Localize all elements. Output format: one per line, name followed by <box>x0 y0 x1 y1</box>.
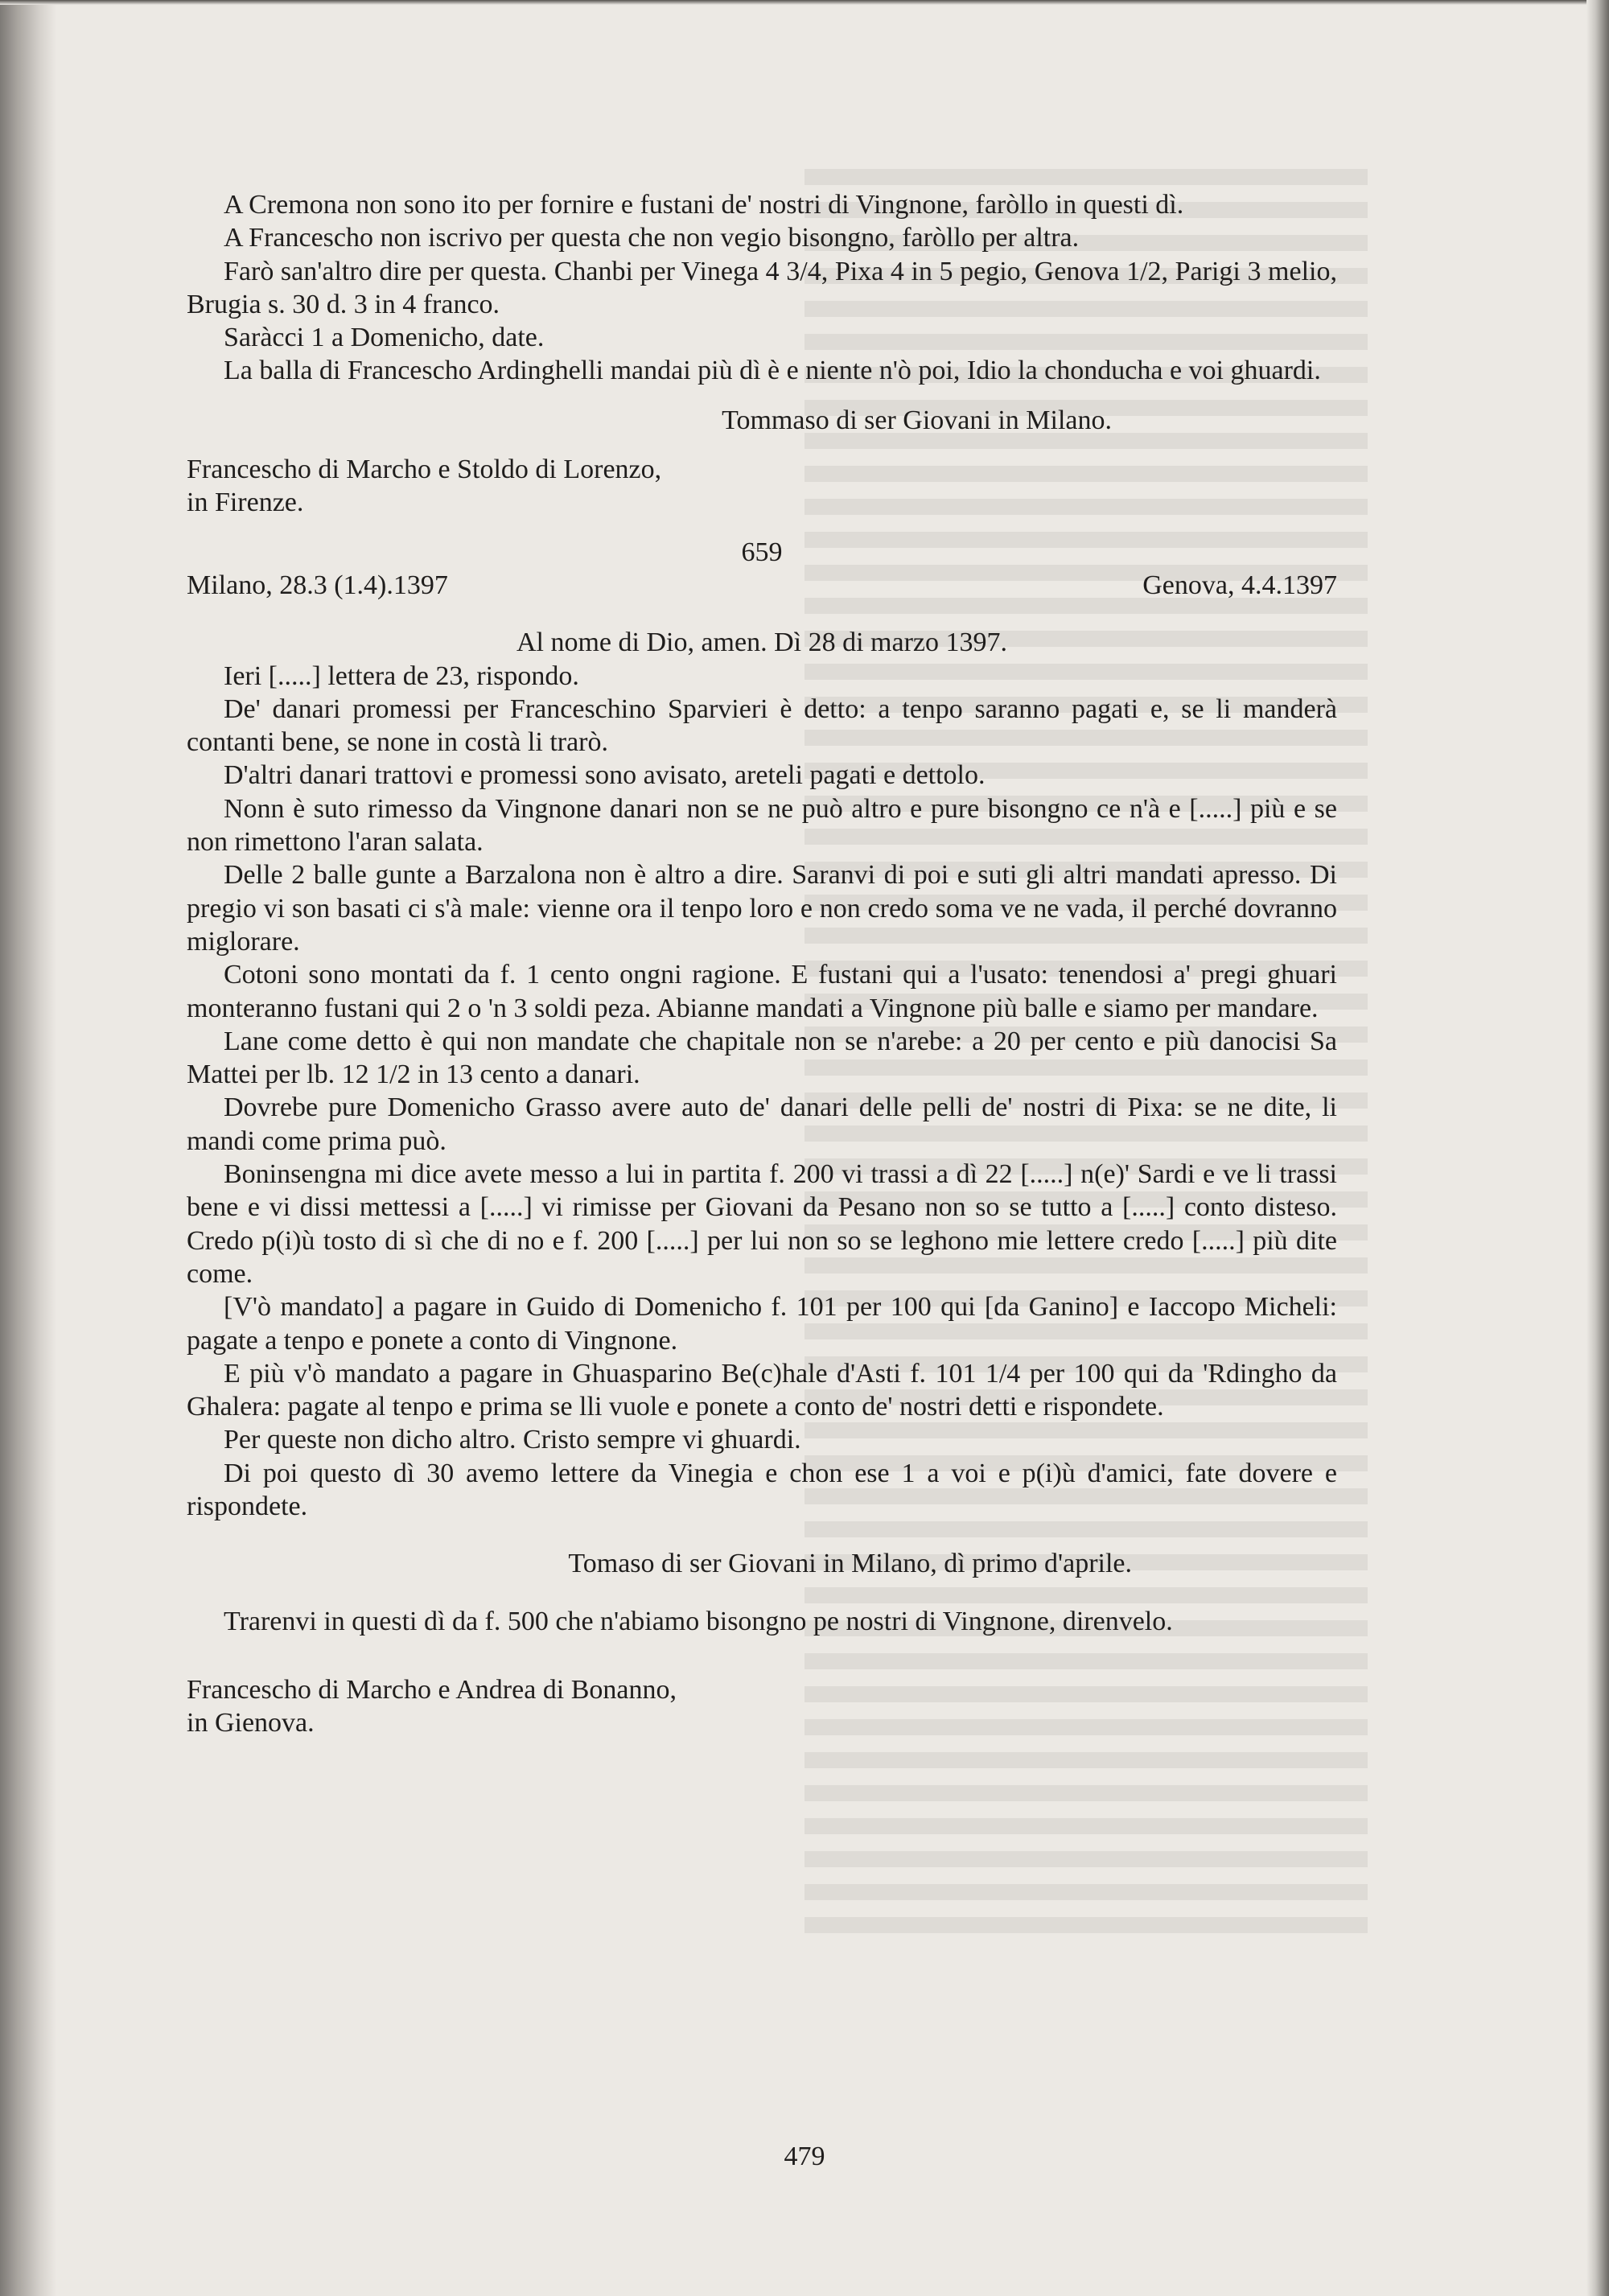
paragraph: Dovrebe pure Domenicho Grasso avere auto de' danari delle pelli de' nostri di Pixa: se ne dite, li mandi come prima può. <box>187 1092 1337 1156</box>
signature: Tommaso di ser Giovani in Milano. <box>722 405 1112 435</box>
paragraph: Nonn è suto rimesso da Vingnone danari non se ne può altro e pure bisongno ce n'à e [.....] più e se non rimettono l'aran salata. <box>187 793 1337 858</box>
page-number: 479 <box>784 2142 825 2171</box>
paragraph: Lane come detto è qui non mandate che chapitale non se n'arebe: a 20 per cento e più danocisi Sa Mattei per lb. 12 1/2 in 13 cento a danari. <box>187 1026 1337 1090</box>
paragraph: Di poi questo dì 30 avemo lettere da Vinegia e chon ese 1 a voi e p(i)ù d'amici, fate dovere e rispondete. <box>187 1458 1337 1521</box>
paragraph: A Cremona non sono ito per fornire e fustani de' nostri di Vingnone, faròllo in questi dì. <box>224 190 1184 220</box>
letter-opening: Al nome di Dio, amen. Dì 28 di marzo 1397. <box>516 627 1007 658</box>
paragraph: A Francescho non iscrivo per questa che non vegio bisongno, faròllo per altra. <box>224 223 1080 253</box>
paragraph: Per queste non dicho altro. Cristo sempre vi ghuardi. <box>224 1425 801 1455</box>
paragraph: La balla di Francescho Ardinghelli mandai più dì è e niente n'ò poi, Idio la chonducha e voi ghuardi. <box>224 356 1321 386</box>
paragraph: Delle 2 balle gunte a Barzalona non è altro a dire. Saranvi di poi e suti gli altri mandati apresso. Di pregio vi son basati ci s'à male: vienne ora il tenpo loro e non credo soma ve ne vada, il perché dovranno miglorare. <box>187 860 1337 957</box>
book-spine-shadow <box>0 0 56 2296</box>
letter-number: 659 <box>741 537 783 567</box>
address-line: Francescho di Marcho e Andrea di Bonanno, <box>187 1674 677 1705</box>
paragraph: De' danari promessi per Franceschino Sparvieri è detto: a tenpo saranno pagati e, se li manderà contanti bene, se none in costà li trarò. <box>187 693 1337 758</box>
postscript: Trarenvi in questi dì da f. 500 che n'abiamo bisongno pe nostri di Vingnone, direnvelo. <box>224 1606 1173 1636</box>
page-right-edge <box>1586 0 1609 2296</box>
address-line: in Gienova. <box>187 1708 315 1738</box>
signature: Tomaso di ser Giovani in Milano, dì primo d'aprile. <box>568 1549 1132 1579</box>
letter-dateline <box>187 569 1337 602</box>
letter-received: Genova, 4.4.1397 <box>1142 570 1337 600</box>
paragraph: Boninsengna mi dice avete messo a lui in partita f. 200 vi trassi a dì 22 [.....] n(e)' Sardi e ve li trassi bene e vi dissi mettessi a [.....] vi rimisse per Giovani da Pesano non so se tutto a [.....] conto disteso. Credo p(i)ù tosto di sì che di no e f. 200 [.....] per lui non so se leghono mie lettere credo [.....] più dite come. <box>187 1159 1337 1289</box>
address-line: in Firenze. <box>187 488 304 518</box>
page-body <box>187 188 1337 1739</box>
paragraph: Farò san'altro dire per questa. Chanbi per Vinega 4 3/4, Pixa 4 in 5 pegio, Genova 1/2, Parigi 3 melio, Brugia s. 30 d. 3 in 4 franco. <box>187 256 1337 319</box>
page-top-edge <box>0 0 1609 5</box>
paragraph: Ieri [.....] lettera de 23, rispondo. <box>224 660 579 691</box>
paragraph: Saràcci 1 a Domenicho, date. <box>224 323 545 353</box>
paragraph: E più v'ò mandato a pagare in Ghuasparino Be(c)hale d'Asti f. 101 1/4 per 100 qui da 'Rdingho da Ghalera: pagate al tenpo e prima se lli vuole e ponete a conto de' nostri detti e rispondete. <box>187 1358 1337 1422</box>
paragraph: Cotoni sono montati da f. 1 cento ongni ragione. E fustani qui a l'usato: tenendosi a' pregi ghuari monteranno fustani qui 2 o 'n 3 soldi peza. Abianne mandati a Vingnone più balle e siamo per mandare. <box>187 960 1337 1023</box>
paragraph: [V'ò mandato] a pagare in Guido di Domenicho f. 101 per 100 qui [da Ganino] e Iaccopo Micheli: pagate a tenpo e ponete a conto di Vingnone. <box>187 1292 1337 1356</box>
address-line: Francescho di Marcho e Stoldo di Lorenzo, <box>187 455 662 485</box>
letter-origin: Milano, 28.3 (1.4).1397 <box>187 570 448 600</box>
letter-658-end <box>187 188 1337 520</box>
paragraph: D'altri danari trattovi e promessi sono avisato, areteli pagati e dettolo. <box>224 760 986 791</box>
letter-659 <box>187 536 1337 1740</box>
